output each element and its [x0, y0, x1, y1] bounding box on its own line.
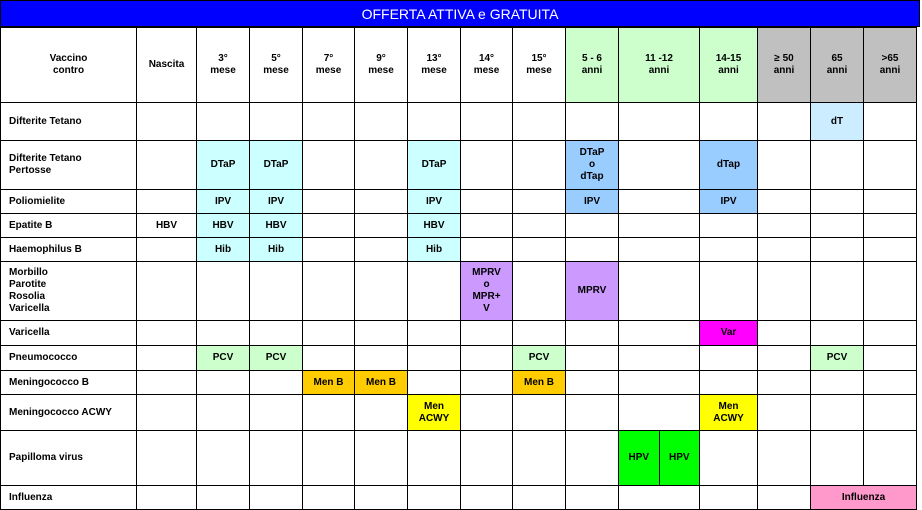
table-row-haemophilus-b	[1, 238, 917, 262]
empty-cell	[566, 321, 619, 346]
vaccine-cell: DTaP o dTap	[566, 141, 619, 190]
empty-cell	[137, 346, 197, 371]
column-header-0: Vaccino contro	[1, 28, 137, 103]
row-label: Influenza	[1, 486, 137, 510]
empty-cell	[303, 214, 355, 238]
empty-cell	[303, 262, 355, 321]
vaccine-cell: Var	[700, 321, 758, 346]
empty-cell	[461, 371, 513, 395]
vaccine-cell: Men B	[355, 371, 408, 395]
empty-cell	[137, 486, 197, 510]
vaccine-cell: IPV	[566, 190, 619, 214]
empty-cell	[864, 214, 917, 238]
empty-cell	[864, 141, 917, 190]
empty-cell	[197, 103, 250, 141]
empty-cell	[137, 371, 197, 395]
empty-cell	[700, 346, 758, 371]
empty-cell	[303, 395, 355, 431]
vaccine-cell: dT	[811, 103, 864, 141]
table-row-pneumococco	[1, 346, 917, 371]
empty-cell	[137, 262, 197, 321]
empty-cell	[197, 262, 250, 321]
empty-cell	[758, 141, 811, 190]
empty-cell	[355, 238, 408, 262]
empty-cell	[513, 321, 566, 346]
vaccine-cell: PCV	[513, 346, 566, 371]
empty-cell	[355, 190, 408, 214]
empty-cell	[303, 103, 355, 141]
empty-cell	[619, 190, 700, 214]
empty-cell	[513, 214, 566, 238]
empty-cell	[619, 321, 700, 346]
empty-cell	[197, 431, 250, 486]
empty-cell	[700, 486, 758, 510]
empty-cell	[137, 321, 197, 346]
row-label: Poliomielite	[1, 190, 137, 214]
empty-cell	[461, 103, 513, 141]
empty-cell	[758, 103, 811, 141]
empty-cell	[619, 346, 700, 371]
empty-cell	[137, 190, 197, 214]
empty-cell	[758, 371, 811, 395]
empty-cell	[566, 395, 619, 431]
row-label: Varicella	[1, 321, 137, 346]
empty-cell	[408, 262, 461, 321]
empty-cell	[513, 262, 566, 321]
empty-cell	[619, 103, 700, 141]
vaccination-schedule-table	[0, 27, 917, 510]
vaccine-cell: Hib	[250, 238, 303, 262]
column-header-2: 3° mese	[197, 28, 250, 103]
empty-cell	[566, 103, 619, 141]
empty-cell	[513, 103, 566, 141]
empty-cell	[303, 238, 355, 262]
empty-cell	[811, 431, 864, 486]
vaccine-cell: PCV	[250, 346, 303, 371]
vaccine-cell: DTaP	[408, 141, 461, 190]
row-label: Morbillo Parotite Rosolia Varicella	[1, 262, 137, 321]
empty-cell	[619, 395, 700, 431]
row-label: Meningococco ACWY	[1, 395, 137, 431]
empty-cell	[461, 395, 513, 431]
column-header-11: 14-15 anni	[700, 28, 758, 103]
column-header-1: Nascita	[137, 28, 197, 103]
empty-cell	[513, 486, 566, 510]
empty-cell	[700, 262, 758, 321]
empty-cell	[137, 141, 197, 190]
empty-cell	[355, 431, 408, 486]
table-row-morbillo-parotite-rosolia-varicella	[1, 262, 917, 321]
empty-cell	[137, 238, 197, 262]
table-row-papilloma-virus	[1, 431, 917, 486]
vaccine-cell: Hib	[408, 238, 461, 262]
column-header-13: 65 anni	[811, 28, 864, 103]
vaccine-cell: Influenza	[811, 486, 917, 510]
empty-cell	[355, 141, 408, 190]
empty-cell	[811, 238, 864, 262]
empty-cell	[811, 371, 864, 395]
empty-cell	[864, 190, 917, 214]
empty-cell	[864, 395, 917, 431]
table-row-epatite-b	[1, 214, 917, 238]
vaccine-cell: HBV	[408, 214, 461, 238]
empty-cell	[461, 346, 513, 371]
empty-cell	[250, 371, 303, 395]
vaccine-cell: HPV	[660, 431, 700, 485]
empty-cell	[566, 238, 619, 262]
empty-cell	[619, 238, 700, 262]
empty-cell	[250, 431, 303, 486]
vaccine-cell: HPV	[619, 431, 660, 485]
empty-cell	[811, 141, 864, 190]
empty-cell	[461, 321, 513, 346]
empty-cell	[864, 238, 917, 262]
empty-cell	[303, 321, 355, 346]
empty-cell	[408, 321, 461, 346]
empty-cell	[513, 431, 566, 486]
vaccine-cell: Men ACWY	[408, 395, 461, 431]
empty-cell	[137, 431, 197, 486]
column-header-14: >65 anni	[864, 28, 917, 103]
empty-cell	[700, 103, 758, 141]
vaccine-cell: Men B	[513, 371, 566, 395]
empty-cell	[811, 190, 864, 214]
column-header-4: 7° mese	[303, 28, 355, 103]
empty-cell	[513, 395, 566, 431]
row-label: Meningococco B	[1, 371, 137, 395]
empty-cell	[864, 371, 917, 395]
empty-cell	[700, 431, 758, 486]
empty-cell	[355, 346, 408, 371]
empty-cell	[758, 321, 811, 346]
empty-cell	[197, 486, 250, 510]
empty-cell	[250, 103, 303, 141]
vaccine-cell: HBV	[197, 214, 250, 238]
empty-cell	[250, 486, 303, 510]
empty-cell	[758, 238, 811, 262]
column-header-8: 15° mese	[513, 28, 566, 103]
vaccine-cell: DTaP	[250, 141, 303, 190]
empty-cell	[811, 262, 864, 321]
empty-cell	[513, 141, 566, 190]
table-row-meningococco-b	[1, 371, 917, 395]
empty-cell	[864, 103, 917, 141]
empty-cell	[408, 103, 461, 141]
empty-cell	[408, 431, 461, 486]
vaccine-cell: HBV	[250, 214, 303, 238]
empty-cell	[513, 238, 566, 262]
vaccine-cell: MPRV	[566, 262, 619, 321]
empty-cell	[758, 486, 811, 510]
empty-cell	[355, 214, 408, 238]
vaccine-cell: DTaP	[197, 141, 250, 190]
empty-cell	[566, 371, 619, 395]
empty-cell	[758, 262, 811, 321]
empty-cell	[303, 141, 355, 190]
empty-cell	[461, 238, 513, 262]
empty-cell	[137, 103, 197, 141]
empty-cell	[758, 214, 811, 238]
empty-cell	[566, 214, 619, 238]
vaccine-cell: IPV	[700, 190, 758, 214]
empty-cell	[758, 431, 811, 486]
vaccine-cell: IPV	[197, 190, 250, 214]
empty-cell	[758, 395, 811, 431]
table-row-influenza	[1, 486, 917, 510]
vaccine-cell: dTap	[700, 141, 758, 190]
empty-cell	[566, 431, 619, 486]
empty-cell	[250, 321, 303, 346]
empty-cell	[811, 214, 864, 238]
empty-cell	[513, 190, 566, 214]
empty-cell	[619, 141, 700, 190]
empty-cell	[355, 262, 408, 321]
page-title: OFFERTA ATTIVA e GRATUITA	[0, 0, 920, 27]
table-row-difterite-tetano	[1, 103, 917, 141]
row-label: Haemophilus B	[1, 238, 137, 262]
empty-cell	[566, 486, 619, 510]
empty-cell	[758, 190, 811, 214]
empty-cell	[355, 395, 408, 431]
empty-cell	[250, 395, 303, 431]
vaccine-cell: HBV	[137, 214, 197, 238]
empty-cell	[700, 238, 758, 262]
row-label: Papilloma virus	[1, 431, 137, 486]
empty-cell	[408, 371, 461, 395]
vaccine-cell: IPV	[408, 190, 461, 214]
empty-cell	[811, 395, 864, 431]
vaccine-cell: PCV	[197, 346, 250, 371]
empty-cell	[250, 262, 303, 321]
schedule-cell-split	[619, 431, 700, 486]
table-row-meningococco-acwy	[1, 395, 917, 431]
vaccine-cell: Men ACWY	[700, 395, 758, 431]
vaccine-cell: PCV	[811, 346, 864, 371]
empty-cell	[355, 103, 408, 141]
empty-cell	[303, 431, 355, 486]
empty-cell	[355, 486, 408, 510]
empty-cell	[700, 371, 758, 395]
empty-cell	[355, 321, 408, 346]
row-label: Epatite B	[1, 214, 137, 238]
column-header-12: ≥ 50 anni	[758, 28, 811, 103]
empty-cell	[811, 321, 864, 346]
empty-cell	[303, 486, 355, 510]
empty-cell	[864, 321, 917, 346]
empty-cell	[566, 346, 619, 371]
column-header-3: 5° mese	[250, 28, 303, 103]
column-header-9: 5 - 6 anni	[566, 28, 619, 103]
empty-cell	[197, 395, 250, 431]
vaccine-cell: MPRV o MPR+ V	[461, 262, 513, 321]
row-label: Difterite Tetano Pertosse	[1, 141, 137, 190]
empty-cell	[408, 486, 461, 510]
header-row	[1, 28, 917, 103]
empty-cell	[619, 486, 700, 510]
empty-cell	[461, 431, 513, 486]
empty-cell	[700, 214, 758, 238]
empty-cell	[619, 262, 700, 321]
vaccine-cell: IPV	[250, 190, 303, 214]
empty-cell	[864, 431, 917, 486]
column-header-7: 14° mese	[461, 28, 513, 103]
empty-cell	[303, 346, 355, 371]
vaccine-cell: Hib	[197, 238, 250, 262]
empty-cell	[461, 141, 513, 190]
empty-cell	[137, 395, 197, 431]
column-header-10: 11 -12 anni	[619, 28, 700, 103]
empty-cell	[619, 214, 700, 238]
empty-cell	[619, 371, 700, 395]
column-header-6: 13° mese	[408, 28, 461, 103]
empty-cell	[758, 346, 811, 371]
table-row-varicella	[1, 321, 917, 346]
row-label: Pneumococco	[1, 346, 137, 371]
column-header-5: 9° mese	[355, 28, 408, 103]
vaccine-cell: Men B	[303, 371, 355, 395]
empty-cell	[461, 486, 513, 510]
empty-cell	[864, 346, 917, 371]
empty-cell	[408, 346, 461, 371]
empty-cell	[197, 321, 250, 346]
empty-cell	[864, 262, 917, 321]
empty-cell	[461, 214, 513, 238]
empty-cell	[303, 190, 355, 214]
table-row-difterite-tetano-pertosse	[1, 141, 917, 190]
row-label: Difterite Tetano	[1, 103, 137, 141]
empty-cell	[197, 371, 250, 395]
table-row-poliomielite	[1, 190, 917, 214]
empty-cell	[461, 190, 513, 214]
